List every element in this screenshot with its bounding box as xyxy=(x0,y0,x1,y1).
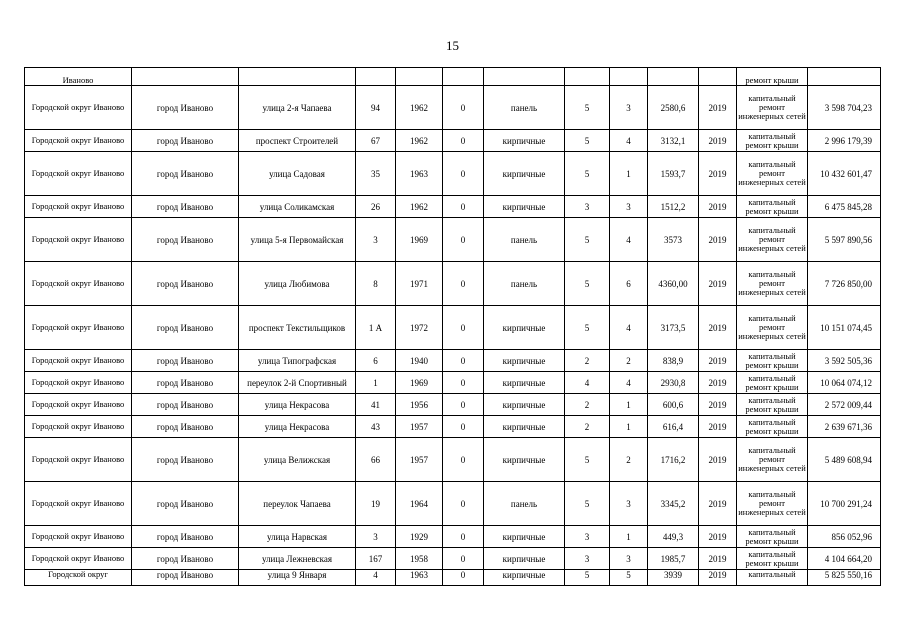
cell-area: 2580,6 xyxy=(648,86,699,130)
cell-street: улица 9 Января xyxy=(239,570,356,586)
cell-settlement: город Иваново xyxy=(132,130,239,152)
cell-entrances: 4 xyxy=(610,372,648,394)
cell-street: переулок Чапаева xyxy=(239,482,356,526)
cell-area: 3173,5 xyxy=(648,306,699,350)
cell-plan-year: 2019 xyxy=(699,196,737,218)
cell-plan-year: 2019 xyxy=(699,482,737,526)
cell-floors: 5 xyxy=(565,438,610,482)
cell-zero: 0 xyxy=(443,438,484,482)
cell-municipality: Городской округ Иваново xyxy=(25,416,132,438)
cell-floors: 5 xyxy=(565,306,610,350)
cell-municipality: Городской округ Иваново xyxy=(25,548,132,570)
cell-year: 1962 xyxy=(396,196,443,218)
cell-settlement: город Иваново xyxy=(132,218,239,262)
cell-work: капитальный ремонт инженерных сетей xyxy=(737,482,808,526)
cell-settlement: город Иваново xyxy=(132,86,239,130)
cell-work: капитальный ремонт крыши xyxy=(737,526,808,548)
cell-plan-year: 2019 xyxy=(699,130,737,152)
cell-year: 1958 xyxy=(396,548,443,570)
cell-municipality: Городской округ Иваново xyxy=(25,130,132,152)
cell-house: 3 xyxy=(356,218,396,262)
cell-entrances: 3 xyxy=(610,196,648,218)
cell-floors: 5 xyxy=(565,152,610,196)
cell-material: кирпичные xyxy=(484,130,565,152)
table-row xyxy=(25,262,881,306)
cell-work: капитальный ремонт крыши xyxy=(737,548,808,570)
cell-zero: 0 xyxy=(443,86,484,130)
cell-amount: 10 700 291,24 xyxy=(808,482,881,526)
table-row xyxy=(25,438,881,482)
cell-entrances: 2 xyxy=(610,350,648,372)
cell-street: улица 2-я Чапаева xyxy=(239,86,356,130)
cell-work: капитальный ремонт крыши xyxy=(737,394,808,416)
cell-floors: 3 xyxy=(565,548,610,570)
cell-plan-year: 2019 xyxy=(699,306,737,350)
cell-area: 616,4 xyxy=(648,416,699,438)
table-row xyxy=(25,394,881,416)
cell-street: проспект Строителей xyxy=(239,130,356,152)
cell-municipality: Иваново xyxy=(25,68,132,86)
cell-year: 1962 xyxy=(396,86,443,130)
cell-work: капитальный xyxy=(737,570,808,586)
cell-year: 1962 xyxy=(396,130,443,152)
cell-amount: 6 475 845,28 xyxy=(808,196,881,218)
cell-work: капитальный ремонт крыши xyxy=(737,196,808,218)
cell-street: улица Нарвская xyxy=(239,526,356,548)
cell-year: 1971 xyxy=(396,262,443,306)
cell-plan-year: 2019 xyxy=(699,218,737,262)
cell-municipality: Городской округ Иваново xyxy=(25,482,132,526)
cell-house: 43 xyxy=(356,416,396,438)
cell-house: 4 xyxy=(356,570,396,586)
cell-year: 1964 xyxy=(396,482,443,526)
cell-settlement: город Иваново xyxy=(132,262,239,306)
cell-material: кирпичные xyxy=(484,548,565,570)
cell-area: 449,3 xyxy=(648,526,699,548)
cell-amount: 5 489 608,94 xyxy=(808,438,881,482)
cell-work: капитальный ремонт инженерных сетей xyxy=(737,152,808,196)
cell-material: панель xyxy=(484,86,565,130)
cell-street: улица 5-я Первомайская xyxy=(239,218,356,262)
cell-material: панель xyxy=(484,218,565,262)
cell-amount: 856 052,96 xyxy=(808,526,881,548)
cell-entrances: 3 xyxy=(610,548,648,570)
cell-municipality: Городской округ Иваново xyxy=(25,218,132,262)
cell-work: капитальный ремонт крыши xyxy=(737,350,808,372)
cell-house: 26 xyxy=(356,196,396,218)
cell-floors: 5 xyxy=(565,130,610,152)
cell-zero: 0 xyxy=(443,196,484,218)
cell-plan-year: 2019 xyxy=(699,394,737,416)
cell-street: улица Садовая xyxy=(239,152,356,196)
cell-zero: 0 xyxy=(443,152,484,196)
cell-amount: 3 598 704,23 xyxy=(808,86,881,130)
cell-work: капитальный ремонт инженерных сетей xyxy=(737,86,808,130)
cell-entrances: 4 xyxy=(610,306,648,350)
cell-house: 8 xyxy=(356,262,396,306)
cell-plan-year: 2019 xyxy=(699,438,737,482)
cell-area: 1593,7 xyxy=(648,152,699,196)
cell-amount: 3 592 505,36 xyxy=(808,350,881,372)
cell-year: 1969 xyxy=(396,372,443,394)
buildings-table xyxy=(24,67,881,586)
cell-material: панель xyxy=(484,262,565,306)
cell-work: капитальный ремонт крыши xyxy=(737,130,808,152)
table-row xyxy=(25,218,881,262)
cell-plan-year: 2019 xyxy=(699,86,737,130)
cell-entrances: 4 xyxy=(610,218,648,262)
cell-zero: 0 xyxy=(443,482,484,526)
cell-house: 41 xyxy=(356,394,396,416)
cell-entrances: 1 xyxy=(610,152,648,196)
table-row xyxy=(25,416,881,438)
cell-zero: 0 xyxy=(443,262,484,306)
cell-amount: 4 104 664,20 xyxy=(808,548,881,570)
cell-area: 3573 xyxy=(648,218,699,262)
table-row xyxy=(25,526,881,548)
cell-amount: 5 597 890,56 xyxy=(808,218,881,262)
cell-house: 167 xyxy=(356,548,396,570)
cell-zero: 0 xyxy=(443,416,484,438)
cell-zero: 0 xyxy=(443,394,484,416)
cell-entrances: 6 xyxy=(610,262,648,306)
cell-work: капитальный ремонт инженерных сетей xyxy=(737,218,808,262)
cell-house: 67 xyxy=(356,130,396,152)
cell-settlement: город Иваново xyxy=(132,570,239,586)
cell-municipality: Городской округ Иваново xyxy=(25,372,132,394)
cell-area: 1716,2 xyxy=(648,438,699,482)
cell-municipality: Городской округ Иваново xyxy=(25,394,132,416)
cell-year: 1972 xyxy=(396,306,443,350)
cell-area: 3132,1 xyxy=(648,130,699,152)
cell-settlement: город Иваново xyxy=(132,526,239,548)
cell-year: 1956 xyxy=(396,394,443,416)
cell-municipality: Городской округ Иваново xyxy=(25,306,132,350)
cell-floors: 5 xyxy=(565,218,610,262)
cell-area: 600,6 xyxy=(648,394,699,416)
cell-plan-year: 2019 xyxy=(699,526,737,548)
table-row xyxy=(25,68,881,86)
cell-settlement: город Иваново xyxy=(132,482,239,526)
cell-material: кирпичные xyxy=(484,196,565,218)
cell-house: 35 xyxy=(356,152,396,196)
cell-house: 66 xyxy=(356,438,396,482)
cell-material: панель xyxy=(484,482,565,526)
cell-amount: 2 996 179,39 xyxy=(808,130,881,152)
cell-amount: 5 825 550,16 xyxy=(808,570,881,586)
cell-year: 1963 xyxy=(396,152,443,196)
cell-floors: 2 xyxy=(565,394,610,416)
cell-entrances: 4 xyxy=(610,130,648,152)
cell-street: улица Некрасова xyxy=(239,416,356,438)
cell-floors: 4 xyxy=(565,372,610,394)
cell-material: кирпичные xyxy=(484,152,565,196)
cell-work: капитальный ремонт инженерных сетей xyxy=(737,306,808,350)
cell-settlement: город Иваново xyxy=(132,372,239,394)
cell-year: 1940 xyxy=(396,350,443,372)
cell-area: 1512,2 xyxy=(648,196,699,218)
cell-year: 1929 xyxy=(396,526,443,548)
cell-floors: 3 xyxy=(565,196,610,218)
cell-settlement: город Иваново xyxy=(132,416,239,438)
table-row xyxy=(25,548,881,570)
cell-street: улица Типографская xyxy=(239,350,356,372)
cell-plan-year: 2019 xyxy=(699,262,737,306)
cell-material: кирпичные xyxy=(484,416,565,438)
cell-street: проспект Текстильщиков xyxy=(239,306,356,350)
cell-floors: 3 xyxy=(565,526,610,548)
cell-settlement: город Иваново xyxy=(132,306,239,350)
table-row xyxy=(25,482,881,526)
cell-zero: 0 xyxy=(443,570,484,586)
cell-year: 1957 xyxy=(396,438,443,482)
cell-street: улица Велижская xyxy=(239,438,356,482)
cell-amount: 10 432 601,47 xyxy=(808,152,881,196)
cell-plan-year: 2019 xyxy=(699,152,737,196)
cell-amount: 7 726 850,00 xyxy=(808,262,881,306)
cell-entrances: 1 xyxy=(610,394,648,416)
cell-work: ремонт крыши xyxy=(737,68,808,86)
cell-zero: 0 xyxy=(443,306,484,350)
cell-area: 3345,2 xyxy=(648,482,699,526)
cell-zero: 0 xyxy=(443,372,484,394)
cell-entrances: 3 xyxy=(610,86,648,130)
cell-material: кирпичные xyxy=(484,570,565,586)
cell-municipality: Городской округ Иваново xyxy=(25,438,132,482)
cell-plan-year: 2019 xyxy=(699,416,737,438)
cell-municipality: Городской округ xyxy=(25,570,132,586)
cell-zero: 0 xyxy=(443,526,484,548)
cell-work: капитальный ремонт инженерных сетей xyxy=(737,262,808,306)
cell-settlement: город Иваново xyxy=(132,152,239,196)
cell-work: капитальный ремонт инженерных сетей xyxy=(737,438,808,482)
cell-plan-year: 2019 xyxy=(699,548,737,570)
cell-entrances: 2 xyxy=(610,438,648,482)
cell-settlement: город Иваново xyxy=(132,548,239,570)
cell-material: кирпичные xyxy=(484,526,565,548)
cell-municipality: Городской округ Иваново xyxy=(25,350,132,372)
cell-street: улица Соликамская xyxy=(239,196,356,218)
cell-material: кирпичные xyxy=(484,394,565,416)
cell-floors: 2 xyxy=(565,350,610,372)
cell-area: 4360,00 xyxy=(648,262,699,306)
cell-amount: 2 639 671,36 xyxy=(808,416,881,438)
cell-house: 6 xyxy=(356,350,396,372)
cell-settlement: город Иваново xyxy=(132,394,239,416)
cell-settlement: город Иваново xyxy=(132,350,239,372)
cell-municipality: Городской округ Иваново xyxy=(25,526,132,548)
cell-house: 1 А xyxy=(356,306,396,350)
cell-year: 1963 xyxy=(396,570,443,586)
cell-floors: 5 xyxy=(565,262,610,306)
cell-house: 94 xyxy=(356,86,396,130)
cell-floors: 5 xyxy=(565,570,610,586)
cell-material: кирпичные xyxy=(484,306,565,350)
cell-amount: 2 572 009,44 xyxy=(808,394,881,416)
cell-entrances: 3 xyxy=(610,482,648,526)
cell-material: кирпичные xyxy=(484,438,565,482)
table-row xyxy=(25,86,881,130)
cell-floors: 2 xyxy=(565,416,610,438)
cell-settlement: город Иваново xyxy=(132,438,239,482)
cell-amount: 10 151 074,45 xyxy=(808,306,881,350)
cell-entrances: 1 xyxy=(610,416,648,438)
table-row xyxy=(25,152,881,196)
cell-entrances: 5 xyxy=(610,570,648,586)
cell-floors: 5 xyxy=(565,86,610,130)
cell-street: улица Некрасова xyxy=(239,394,356,416)
cell-entrances: 1 xyxy=(610,526,648,548)
cell-area: 3939 xyxy=(648,570,699,586)
cell-year: 1957 xyxy=(396,416,443,438)
cell-house: 3 xyxy=(356,526,396,548)
cell-area: 838,9 xyxy=(648,350,699,372)
cell-floors: 5 xyxy=(565,482,610,526)
cell-work: капитальный ремонт крыши xyxy=(737,416,808,438)
cell-area: 1985,7 xyxy=(648,548,699,570)
table-row xyxy=(25,306,881,350)
table-row xyxy=(25,130,881,152)
cell-material: кирпичные xyxy=(484,372,565,394)
page-number: 15 xyxy=(446,38,459,53)
cell-municipality: Городской округ Иваново xyxy=(25,262,132,306)
table-row xyxy=(25,570,881,586)
cell-material: кирпичные xyxy=(484,350,565,372)
cell-year: 1969 xyxy=(396,218,443,262)
cell-municipality: Городской округ Иваново xyxy=(25,152,132,196)
cell-zero: 0 xyxy=(443,548,484,570)
cell-settlement: город Иваново xyxy=(132,196,239,218)
cell-street: улица Лежневская xyxy=(239,548,356,570)
cell-plan-year: 2019 xyxy=(699,350,737,372)
cell-zero: 0 xyxy=(443,218,484,262)
cell-amount: 10 064 074,12 xyxy=(808,372,881,394)
cell-plan-year: 2019 xyxy=(699,570,737,586)
cell-house: 1 xyxy=(356,372,396,394)
cell-house: 19 xyxy=(356,482,396,526)
table-row xyxy=(25,350,881,372)
cell-street: улица Любимова xyxy=(239,262,356,306)
cell-zero: 0 xyxy=(443,130,484,152)
cell-area: 2930,8 xyxy=(648,372,699,394)
cell-municipality: Городской округ Иваново xyxy=(25,196,132,218)
table-row xyxy=(25,372,881,394)
table-row xyxy=(25,196,881,218)
cell-plan-year: 2019 xyxy=(699,372,737,394)
cell-work: капитальный ремонт крыши xyxy=(737,372,808,394)
cell-street: переулок 2-й Спортивный xyxy=(239,372,356,394)
cell-zero: 0 xyxy=(443,350,484,372)
cell-municipality: Городской округ Иваново xyxy=(25,86,132,130)
